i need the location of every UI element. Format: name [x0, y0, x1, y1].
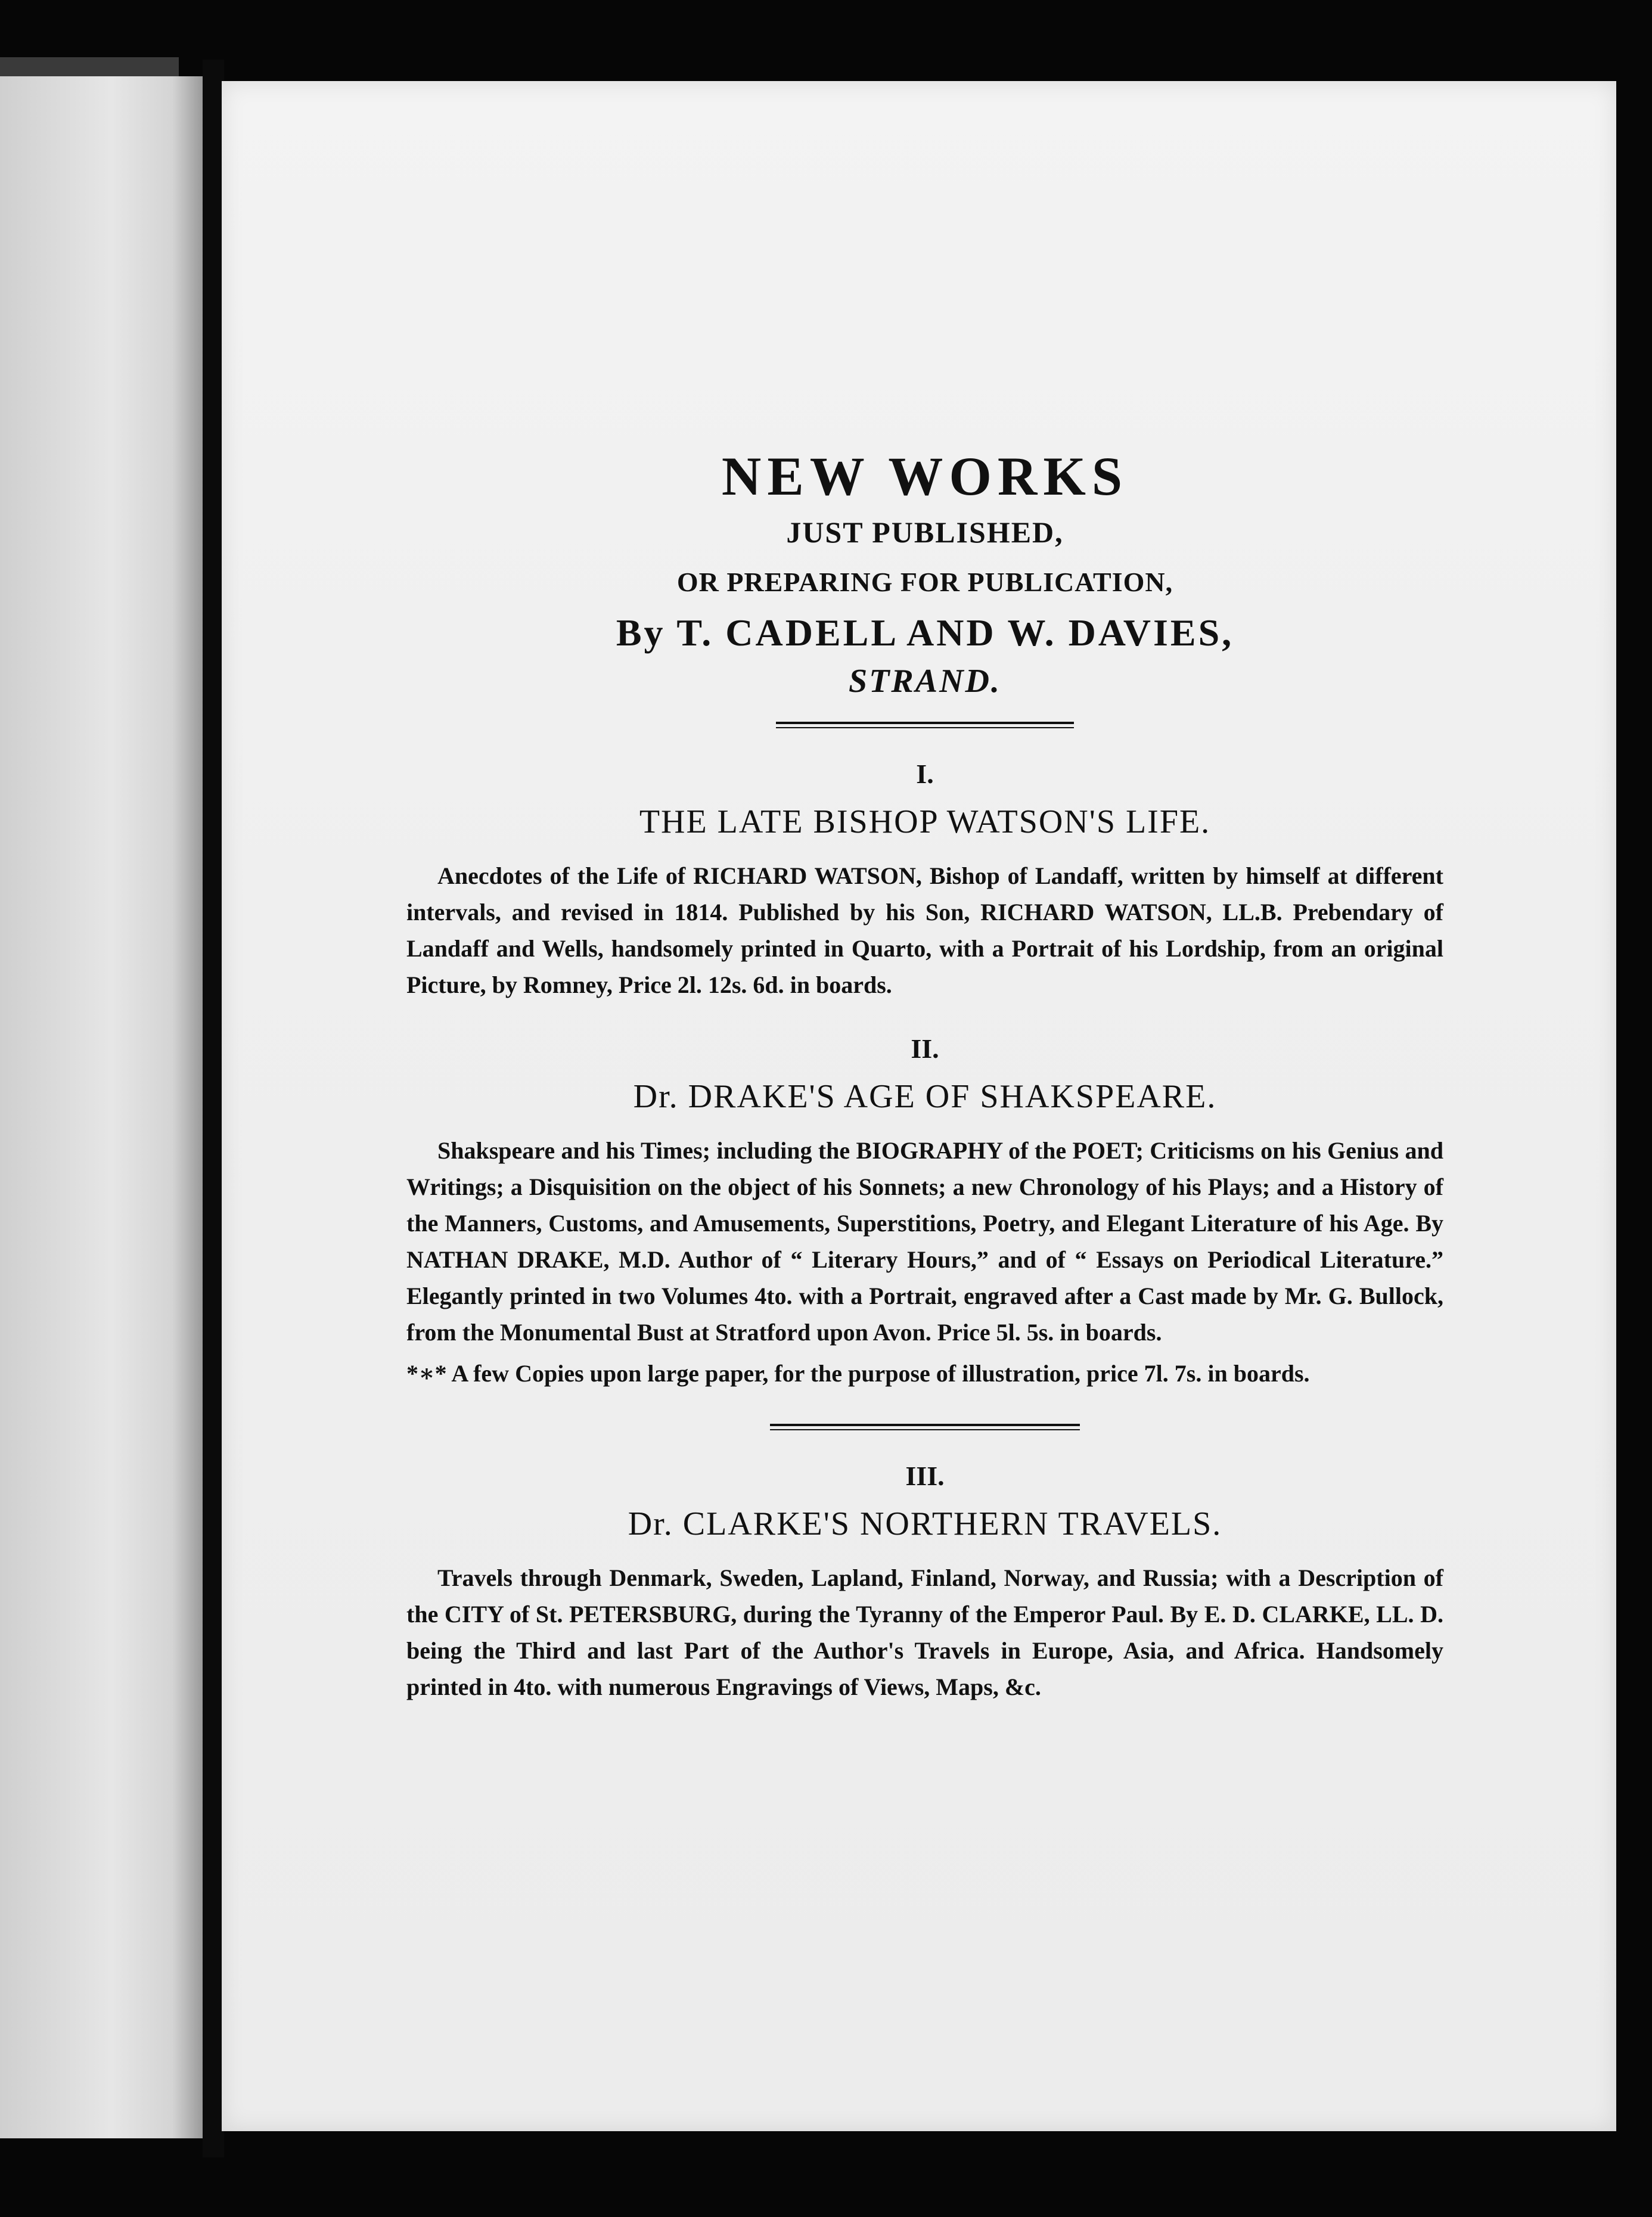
section-divider	[770, 1424, 1080, 1430]
publisher-line: By T. CADELL AND W. DAVIES,	[616, 611, 1234, 654]
section-numeral: II.	[911, 1033, 939, 1064]
section-title: Dr. DRAKE'S AGE OF SHAKSPEARE.	[633, 1078, 1217, 1115]
subtitle-preparing: OR PREPARING FOR PUBLICATION,	[676, 567, 1173, 597]
publisher-location: STRAND.	[849, 663, 1001, 700]
facing-page	[0, 76, 203, 2138]
section-title: Dr. CLARKE'S NORTHERN TRAVELS.	[628, 1505, 1222, 1542]
page-headline: NEW WORKS	[721, 446, 1129, 507]
page-content	[406, 367, 1443, 1705]
section-body: Shakspeare and his Times; including the BIOGRAPHY of the POET; Criticisms on his Genius and Writings; a Disquisition on the object of his Sonnets; a new Chronology of his Plays; and a History of the Manners, Customs, and Amusements, Superstitions, Poetry, and Elegant Literature of his Age. By NATHAN DRAKE, M.D. Author of “ Literary Hours,” and of “ Essays on Periodical Literature.” Elegantly printed in two Volumes 4to. with a Portrait, engraved after a Cast made by Mr. G. Bullock, from the Monumental Bust at Stratford upon Avon. Price 5l. 5s. in boards.	[406, 1137, 1443, 1346]
section-numeral: III.	[905, 1461, 945, 1491]
section-divider	[776, 722, 1074, 728]
section-body: Travels through Denmark, Sweden, Lapland, Finland, Norway, and Russia; with a Description of the CITY of St. PETERSBURG, during the Tyranny of the Emperor Paul. By E. D. CLARKE, LL. D. being the Third and last Part of the Author's Travels in Europe, Asia, and Africa. Handsomely printed in 4to. with numerous Engravings of Views, Maps, &c.	[406, 1564, 1443, 1700]
section-note: *∗* A few Copies upon large paper, for the purpose of illustration, price 7l. 7s. in boards.	[406, 1360, 1310, 1387]
book-gutter	[203, 60, 224, 2157]
subtitle-just-published: JUST PUBLISHED,	[786, 516, 1064, 549]
section-numeral: I.	[916, 759, 934, 789]
section-body: Anecdotes of the Life of RICHARD WATSON, Bishop of Landaff, written by himself at different intervals, and revised in 1814. Published by his Son, RICHARD WATSON, LL.B. Prebendary of Landaff and Wells, handsomely printed in Quarto, with a Portrait of his Lordship, from an original Picture, by Romney, Price 2l. 12s. 6d. in boards.	[406, 862, 1443, 998]
section-title: THE LATE BISHOP WATSON'S LIFE.	[639, 803, 1211, 840]
scanned-page	[222, 81, 1616, 2131]
